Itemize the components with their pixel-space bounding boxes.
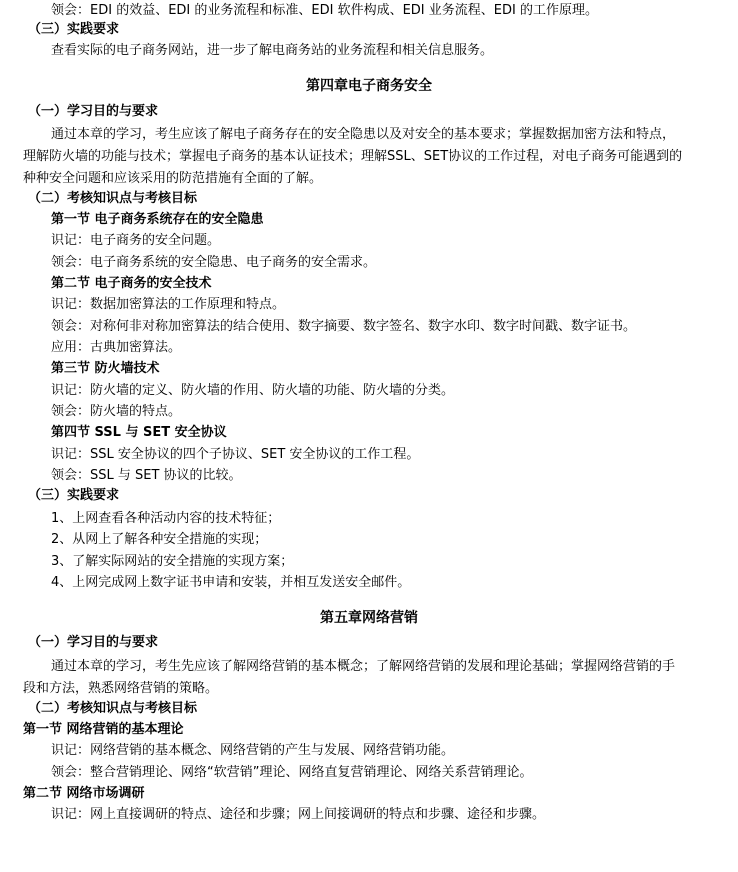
section-line: 领会：防火墙的特点。 — [51, 404, 182, 419]
section-line: 识记：网上直接调研的特点、途径和步骤；网上间接调研的特点和步骤、途径和步骤。 — [51, 807, 546, 822]
practice-item: 1、上网查看各种活动内容的技术特征； — [51, 511, 281, 526]
chapter-5-goal-line: 通过本章的学习，考生先应该了解网络营销的基本概念；了解网络营销的发展和理论基础；掌握网络营销的手 — [51, 659, 676, 674]
practice-item: 4、上网完成网上数字证书申请和安装，并相互发送安全邮件。 — [51, 575, 411, 590]
chapter-5-goal-heading: （一）学习目的与要求 — [28, 635, 159, 650]
chapter-4-title: 第四章电子商务安全 — [306, 78, 432, 94]
section-heading: 第二节 电子商务的安全技术 — [51, 276, 212, 291]
practice-item: 2、从网上了解各种安全措施的实现； — [51, 532, 268, 547]
section-line: 识记：电子商务的安全问题。 — [51, 233, 221, 248]
section-line: 领会：电子商务系统的安全隐患、电子商务的安全需求。 — [51, 255, 377, 270]
section-line: 识记：防火墙的定义、防火墙的作用、防火墙的功能、防火墙的分类。 — [51, 383, 455, 398]
edi-understand-line: 领会：EDI 的效益、EDI 的业务流程和标准、EDI 软件构成、EDI 业务流程、EDI 的工作原理。 — [51, 3, 598, 18]
chapter-4-goal-line: 理解防火墙的功能与技术；掌握电子商务的基本认证技术；理解SSL、SET协议的工作过程，对电子商务可能遇到的 — [23, 149, 683, 164]
chapter-4-goal-heading: （一）学习目的与要求 — [28, 104, 159, 119]
practice-item: 3、了解实际网站的安全措施的实现方案； — [51, 554, 294, 569]
chapter-5-goal-line: 段和方法，熟悉网络营销的策略。 — [23, 681, 219, 696]
chapter-5-knowledge-heading: （二）考核知识点与考核目标 — [28, 701, 198, 716]
section-line: 识记：SSL 安全协议的四个子协议、SET 安全协议的工作工程。 — [51, 447, 420, 462]
section-line: 领会：整合营销理论、网络“软营销”理论、网络直复营销理论、网络关系营销理论。 — [51, 765, 533, 780]
chapter-5-title: 第五章网络营销 — [320, 610, 418, 626]
section-heading: 第三节 防火墙技术 — [51, 361, 160, 376]
section-line: 领会：SSL 与 SET 协议的比较。 — [51, 468, 242, 483]
chapter-4-practice-heading: （三）实践要求 — [28, 488, 120, 503]
chapter-4-goal-line: 种种安全问题和应该采用的防范措施有全面的了解。 — [23, 171, 323, 186]
section-line: 识记：数据加密算法的工作原理和特点。 — [51, 297, 286, 312]
section-heading: 第四节 SSL 与 SET 安全协议 — [51, 425, 227, 440]
practice-text: 查看实际的电子商务网站，进一步了解电商务站的业务流程和相关信息服务。 — [51, 43, 494, 58]
section-line: 领会：对称何非对称加密算法的结合使用、数字摘要、数字签名、数字水印、数字时间戳、数字证书。 — [51, 319, 637, 334]
practice-heading: （三）实践要求 — [28, 22, 120, 37]
chapter-4-knowledge-heading: （二）考核知识点与考核目标 — [28, 191, 198, 206]
section-line: 识记：网络营销的基本概念、网络营销的产生与发展、网络营销功能。 — [51, 743, 455, 758]
chapter-4-goal-line: 通过本章的学习，考生应该了解电子商务存在的安全隐患以及对安全的基本要求；掌握数据加密方法和特点， — [51, 127, 676, 142]
section-heading: 第一节 电子商务系统存在的安全隐患 — [51, 212, 264, 227]
section-heading: 第二节 网络市场调研 — [23, 786, 145, 801]
section-heading: 第一节 网络营销的基本理论 — [23, 722, 184, 737]
section-line: 应用：古典加密算法。 — [51, 340, 182, 355]
